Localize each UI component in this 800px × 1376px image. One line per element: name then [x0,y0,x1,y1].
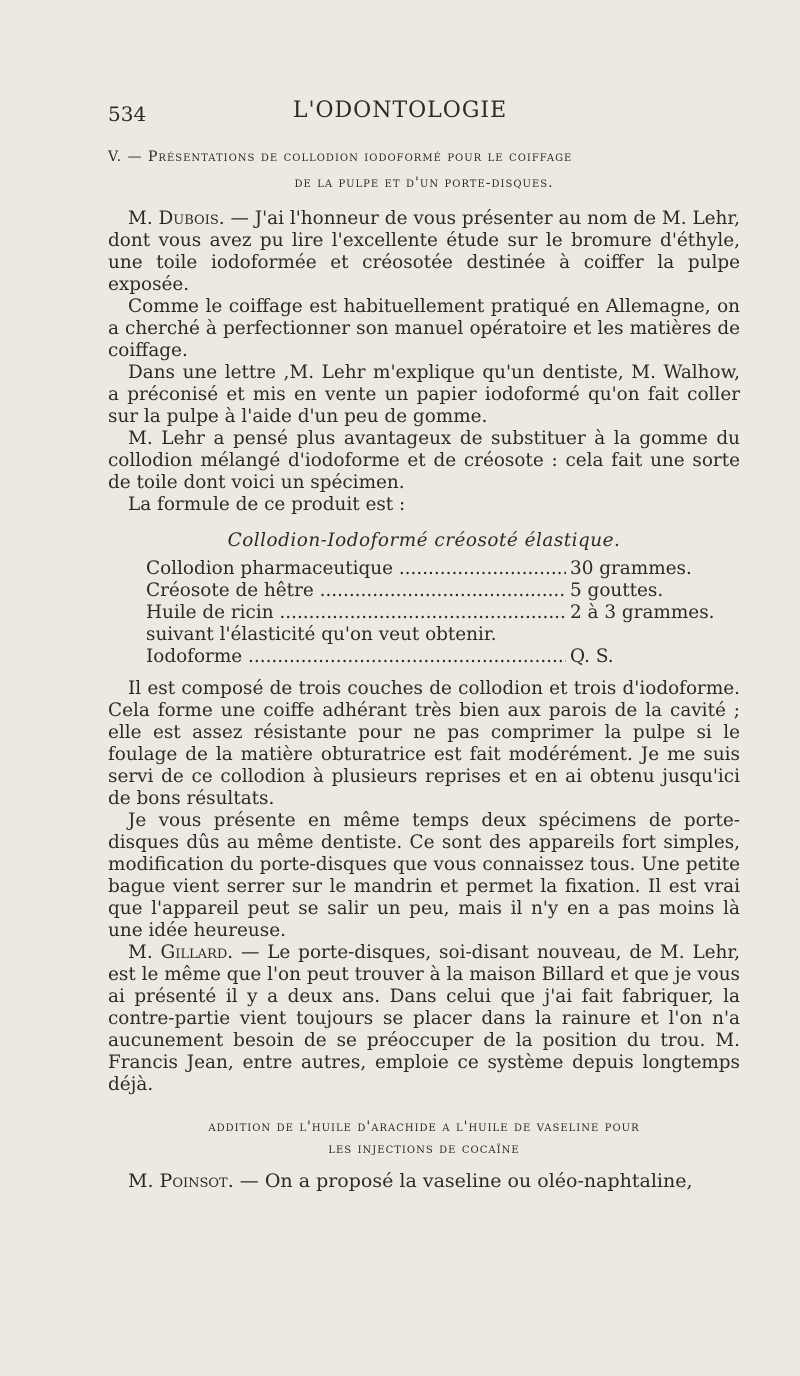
formula-row [108,602,740,624]
section-heading-addition [108,1116,740,1160]
speaker-name: M. Dubois. [128,208,225,229]
formula-row [108,580,740,602]
section-heading-line1: addition de l'huile d'arachide a l'huile de vaseline pour [208,1119,640,1135]
formula-note: suivant l'élasticité qu'on veut obtenir. [146,624,497,645]
paragraph-poinsot [108,1170,740,1192]
paragraph-text: — On a proposé la vaseline ou oléo-naphtaline, [233,1170,693,1192]
paragraph-text: — Le porte-disques, soi-disant nouveau, de M. Lehr, est le même que l'on peut trouver à la maison Billard et que je vous ai présenté il y a deux ans. Dans celui que j'ai fait fabriquer, la contre-partie vient toujours se placer dans la rainure et l'on n'a aucunement besoin de se préoccuper de la position du trou. M. Francis Jean, entre autres, emploie ce système depuis longtemps déjà. [108,942,741,1095]
formula-row [108,558,740,580]
speaker-name: M. Gillard. [128,942,234,963]
formula-ingredient: Iodoforme ..... [146,646,566,668]
paragraph: Comme le coiffage est habituellement pratiqué en Allemagne, on a cherché à perfectionner son manuel opératoire et les matières de coiffage. [108,296,740,361]
formula-quantity: Q. S. [570,646,614,667]
section-heading-presentations [108,144,740,196]
formula-ingredient: Huile de ricin ..... [146,602,566,624]
formula-quantity: 2 à 3 grammes. [570,602,715,623]
formula-quantity: 30 grammes. [570,558,692,579]
section-heading-line1: V. — Présentations de collodion iodoformé pour le coiffage [108,149,573,165]
formula-row [108,646,740,668]
formula-title: Collodion-Iodoformé créosoté élastique. [227,530,621,551]
formula-ingredient: Collodion pharmaceutique ..... [146,558,566,580]
page-number: 534 [108,102,147,126]
running-title: L'ODONTOLOGIE [292,98,508,123]
formula-quantity: 5 gouttes. [570,580,664,601]
section-heading-line2: de la pulpe et d'un porte-disques. [294,175,554,191]
page-body [108,142,740,1192]
paragraph: M. Lehr a pensé plus avantageux de substituer à la gomme du collodion mélangé d'iodoforme et de créosote : cela fait une sorte de toile dont voici un spécimen. [108,428,740,493]
page-header [0,98,800,128]
paragraph-dubois [108,208,740,296]
formula-block [108,530,740,668]
paragraph-gillard [108,942,740,1096]
paragraph-text: — J'ai l'honneur de vous présenter au nom de M. Lehr, dont vous avez pu lire l'excellente étude sur le bromure d'éthyle, une toile iodoformée et créosotée destinée à coiffer la pulpe exposée. [108,208,740,295]
formula-ingredient: Créosote de hêtre ..... [146,580,566,602]
paragraph: Dans une lettre ,M. Lehr m'explique qu'un dentiste, M. Walhow, a préconisé et mis en vente un papier iodoformé qu'on fait coller sur la pulpe à l'aide d'un peu de gomme. [108,362,740,427]
section-heading-line2: les injections de cocaïne [328,1141,520,1157]
paragraph: La formule de ce produit est : [128,494,406,515]
speaker-name: M. Poinsot. [128,1170,234,1192]
paragraph: Il est composé de trois couches de collodion et trois d'iodoforme. Cela forme une coiffe adhérant très bien aux parois de la cavité ; elle est assez résistante pour ne pas comprimer la pulpe si le foulage de la matière obturatrice est fait modérément. Je me suis servi de ce collodion à plusieurs reprises et en ai obtenu jusqu'ici de bons résultats. [108,678,740,809]
paragraph: Je vous présente en même temps deux spécimens de porte-disques dûs au même dentiste. Ce sont des appareils fort simples, modification du porte-disques que vous connaissez tous. Une petite bague vient serrer sur le mandrin et permet la fixation. Il est vrai que l'appareil peut se salir un peu, mais il n'y en a pas moins là une idée heureuse. [108,810,740,941]
